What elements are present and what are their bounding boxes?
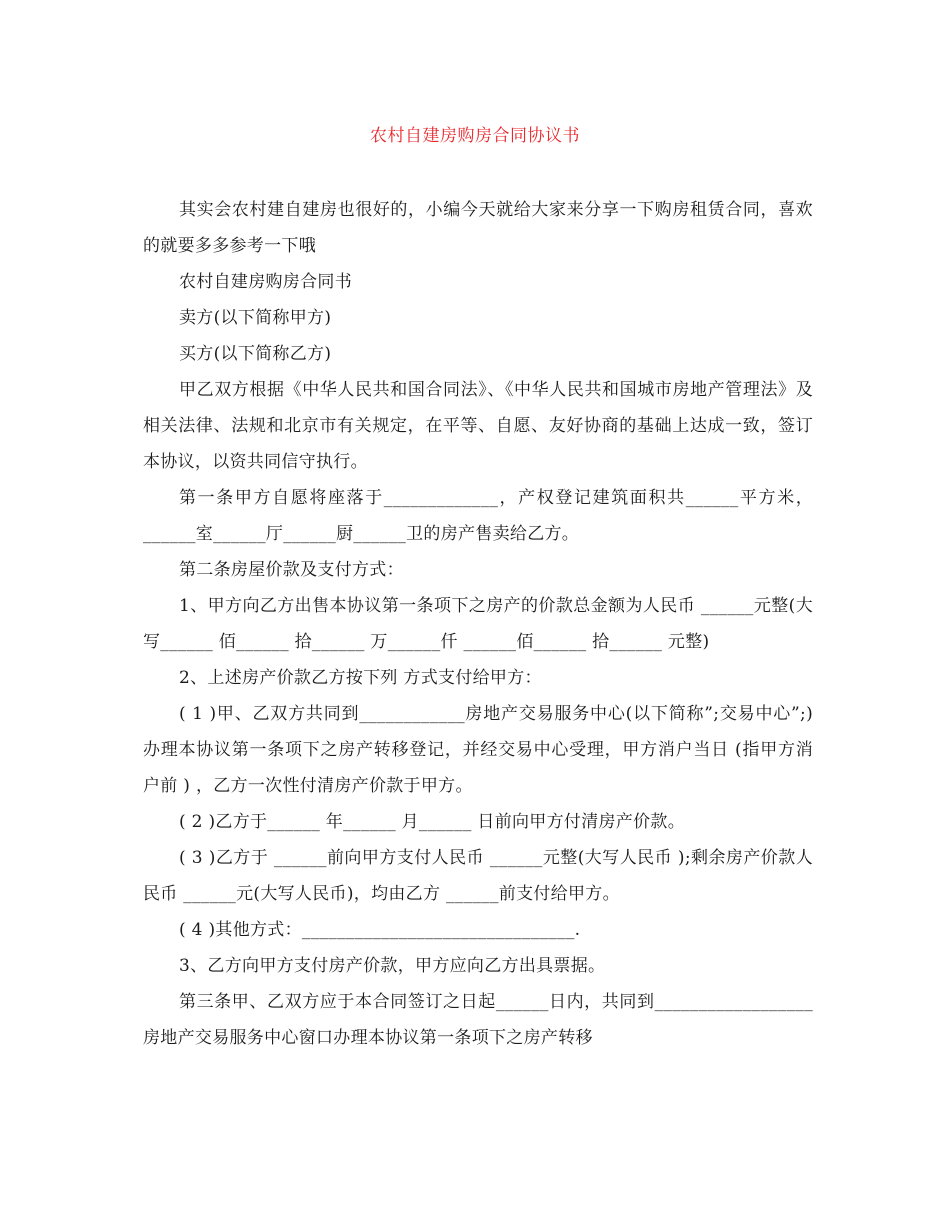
- paragraph-intro: 其实会农村建自建房也很好的，小编今天就给大家来分享一下购房租赁合同，喜欢的就要多多参考一下哦: [143, 200, 813, 256]
- paragraph-article-2-item-1: 1、甲方向乙方出售本协议第一条项下之房产的价款总金额为人民币 ______元整(大写______ 佰______ 拾______ 万______仟 ______佰______ 拾______ 元整): [143, 596, 813, 652]
- paragraph-contract-heading: 农村自建房购房合同书: [179, 272, 352, 292]
- paragraph-article-2-item-3: 3、乙方向甲方支付房产价款，甲方应向乙方出具票据。: [179, 956, 606, 976]
- paragraph-payment-method-2: ( 2 )乙方于______ 年______ 月______ 日前向甲方付清房产价款。: [179, 812, 685, 832]
- document-title: 农村自建房购房合同协议书: [370, 126, 580, 146]
- paragraph-payment-method-3: ( 3 )乙方于 ______前向甲方支付人民币 ______元整(大写人民币 );剩余房产价款人民币 ______元(大写人民币)，均由乙方 ______前支付给甲方。: [143, 848, 813, 904]
- paragraph-article-2-heading: 第二条房屋价款及支付方式：: [179, 560, 404, 580]
- paragraph-article-3: 第三条甲、乙双方应于本合同签订之日起______日内，共同到__________________房地产交易服务中心窗口办理本协议第一条项下之房产转移: [143, 992, 813, 1048]
- paragraph-article-1: 第一条甲方自愿将座落于_____________，产权登记建筑面积共______平方米，______室______厅______厨______卫的房产售卖给乙方。: [143, 488, 813, 544]
- paragraph-buyer: 买方(以下简称乙方): [179, 344, 332, 364]
- paragraph-payment-method-4: ( 4 )其他方式：_______________________________.: [179, 920, 581, 940]
- document-body: [143, 192, 813, 1056]
- paragraph-legal-basis: 甲乙双方根据《中华人民共和国合同法》、《中华人民共和国城市房地产管理法》及相关法律、法规和北京市有关规定，在平等、自愿、友好协商的基础上达成一致，签订本协议，以资共同信守执行。: [143, 380, 813, 472]
- paragraph-payment-method-1: ( 1 )甲、乙双方共同到____________房地产交易服务中心(以下简称”;交易中心”;)办理本协议第一条项下之房产转移登记，并经交易中心受理，甲方消户当日 (指甲方消户前 ) ，乙方一次性付清房产价款于甲方。: [143, 704, 813, 796]
- paragraph-article-2-item-2: 2、上述房产价款乙方按下列 方式支付给甲方：: [179, 668, 542, 688]
- paragraph-seller: 卖方(以下简称甲方): [179, 308, 332, 328]
